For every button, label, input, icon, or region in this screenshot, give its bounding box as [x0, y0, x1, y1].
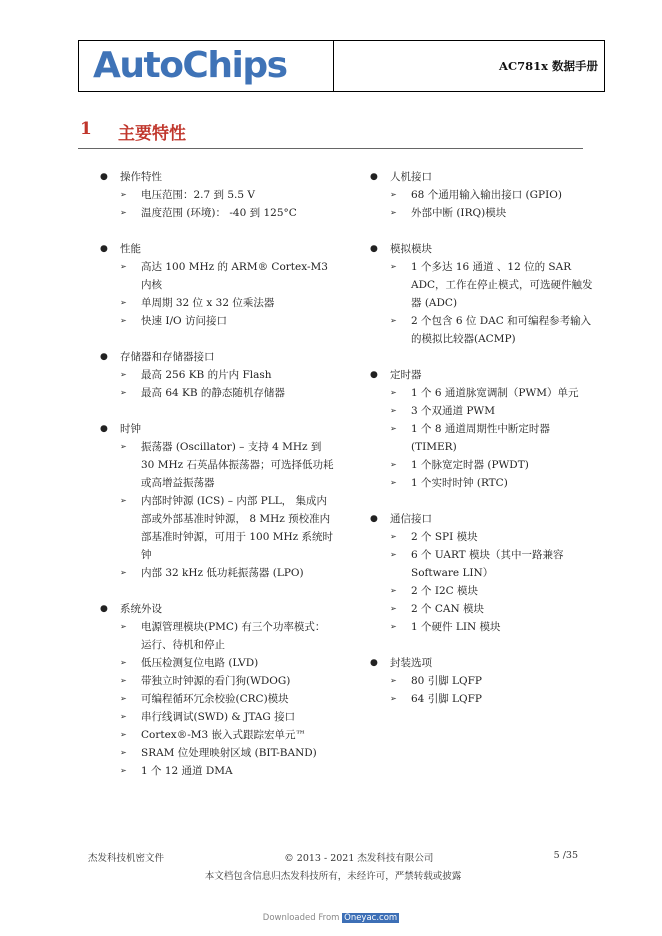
- download-source: [0, 913, 662, 923]
- bullet-icon: ●: [370, 244, 378, 254]
- feature-group-title: 操作特性: [120, 171, 162, 183]
- feature-group: [100, 420, 335, 582]
- feature-item: [100, 690, 335, 708]
- feature-item-text: 1 个脉宽定时器 (PWDT): [411, 459, 529, 471]
- section-divider: [78, 148, 583, 149]
- feature-item: [100, 438, 335, 492]
- arrow-bullet-icon: ➢: [390, 478, 397, 487]
- footer-copyright: © 2013 - 2021 杰发科技有限公司: [284, 853, 434, 864]
- arrow-bullet-icon: ➢: [390, 208, 397, 217]
- feature-item-text: 1 个 12 通道 DMA: [141, 765, 233, 777]
- feature-group: [100, 348, 335, 402]
- feature-item: [100, 294, 335, 312]
- arrow-bullet-icon: ➢: [120, 694, 127, 703]
- feature-item: [370, 618, 595, 636]
- feature-item-text: 内部时钟源 (ICS) – 内部 PLL， 集成内部或外部基准时钟源， 8 MHz 预校准内部基准时钟源，可用于 100 MHz 系统时钟: [141, 495, 333, 561]
- section-number: 1: [80, 119, 92, 139]
- feature-item: [370, 474, 595, 492]
- feature-item: [370, 690, 595, 708]
- page-footer: [88, 850, 578, 882]
- feature-group-title: 人机接口: [390, 171, 432, 183]
- feature-group-heading: [100, 240, 335, 258]
- right-feature-column: [370, 168, 595, 726]
- page-header: [78, 40, 605, 92]
- feature-group: [370, 168, 595, 222]
- footer-notice: 本文档包含信息归杰发科技所有，未经许可，严禁转载或披露: [204, 871, 462, 882]
- arrow-bullet-icon: ➢: [120, 496, 127, 505]
- arrow-bullet-icon: ➢: [120, 568, 127, 577]
- arrow-bullet-icon: ➢: [120, 748, 127, 757]
- feature-item: [370, 420, 595, 456]
- bullet-icon: ●: [100, 604, 108, 614]
- footer-page-number: 5 /35: [553, 850, 578, 861]
- feature-item-text: 2 个 I2C 模块: [411, 585, 479, 597]
- feature-item-text: 带独立时钟源的看门狗(WDOG): [141, 675, 291, 687]
- feature-item: [370, 312, 595, 348]
- feature-item-text: 快速 I/O 访问接口: [141, 315, 227, 327]
- arrow-bullet-icon: ➢: [120, 370, 127, 379]
- arrow-bullet-icon: ➢: [120, 316, 127, 325]
- arrow-bullet-icon: ➢: [120, 190, 127, 199]
- feature-item-text: 2 个 SPI 模块: [411, 531, 478, 543]
- feature-item: [100, 618, 335, 654]
- feature-item-text: 电源管理模块(PMC) 有三个功率模式：运行、待机和停止: [141, 621, 326, 651]
- feature-item-text: 低压检测复位电路 (LVD): [141, 657, 259, 669]
- arrow-bullet-icon: ➢: [390, 694, 397, 703]
- arrow-bullet-icon: ➢: [390, 316, 397, 325]
- bullet-icon: ●: [370, 172, 378, 182]
- feature-item-text: 1 个 6 通道脉宽调制（PWM）单元: [411, 387, 579, 399]
- feature-item: [100, 654, 335, 672]
- feature-item: [370, 402, 595, 420]
- feature-item-text: 80 引脚 LQFP: [411, 675, 482, 687]
- bullet-icon: ●: [100, 352, 108, 362]
- feature-item: [100, 564, 335, 582]
- arrow-bullet-icon: ➢: [120, 658, 127, 667]
- feature-group-heading: [370, 168, 595, 186]
- feature-group-title: 定时器: [390, 369, 422, 381]
- arrow-bullet-icon: ➢: [120, 730, 127, 739]
- feature-group-title: 模拟模块: [390, 243, 432, 255]
- arrow-bullet-icon: ➢: [390, 406, 397, 415]
- arrow-bullet-icon: ➢: [120, 622, 127, 631]
- feature-item: [100, 366, 335, 384]
- arrow-bullet-icon: ➢: [390, 604, 397, 613]
- feature-group: [370, 240, 595, 348]
- feature-item-text: 内部 32 kHz 低功耗振荡器 (LPO): [141, 567, 304, 579]
- arrow-bullet-icon: ➢: [120, 208, 127, 217]
- arrow-bullet-icon: ➢: [120, 712, 127, 721]
- feature-group: [100, 168, 335, 222]
- feature-item-text: 高达 100 MHz 的 ARM® Cortex-M3 内核: [141, 261, 328, 291]
- feature-item-text: 68 个通用输入输出接口 (GPIO): [411, 189, 562, 201]
- feature-group-title: 系统外设: [120, 603, 162, 615]
- feature-item: [370, 204, 595, 222]
- feature-group: [100, 600, 335, 780]
- feature-item-text: 可编程循环冗余校验(CRC)模块: [141, 693, 289, 705]
- feature-item: [100, 726, 335, 744]
- feature-item-text: 温度范围 (环境)： -40 到 125°C: [141, 207, 297, 219]
- feature-group: [370, 510, 595, 636]
- feature-item-text: 最高 256 KB 的片内 Flash: [141, 369, 272, 381]
- doc-title: AC781x 数据手册: [499, 59, 598, 73]
- arrow-bullet-icon: ➢: [390, 676, 397, 685]
- bullet-icon: ●: [370, 658, 378, 668]
- feature-group-heading: [370, 240, 595, 258]
- autochips-logo: AutoChips: [93, 45, 287, 86]
- feature-item-text: 6 个 UART 模块（其中一路兼容 Software LIN）: [411, 549, 564, 579]
- feature-group-title: 性能: [120, 243, 141, 255]
- feature-item: [100, 762, 335, 780]
- feature-group-heading: [100, 168, 335, 186]
- feature-item-text: 1 个实时时钟 (RTC): [411, 477, 508, 489]
- feature-item: [370, 528, 595, 546]
- download-prefix: Downloaded From: [262, 913, 343, 923]
- logo-cell: [79, 41, 334, 91]
- feature-group-heading: [370, 654, 595, 672]
- arrow-bullet-icon: ➢: [390, 424, 397, 433]
- arrow-bullet-icon: ➢: [390, 532, 397, 541]
- arrow-bullet-icon: ➢: [390, 622, 397, 631]
- feature-item: [370, 582, 595, 600]
- feature-item: [100, 672, 335, 690]
- feature-item-text: SRAM 位处理映射区域 (BIT-BAND): [141, 747, 317, 759]
- bullet-icon: ●: [100, 424, 108, 434]
- feature-item: [100, 492, 335, 564]
- feature-item: [370, 258, 595, 312]
- bullet-icon: ●: [100, 172, 108, 182]
- arrow-bullet-icon: ➢: [120, 442, 127, 451]
- feature-item-text: 3 个双通道 PWM: [411, 405, 495, 417]
- arrow-bullet-icon: ➢: [390, 190, 397, 199]
- feature-item: [100, 186, 335, 204]
- feature-item-text: 1 个 8 通道周期性中断定时器 (TIMER): [411, 423, 550, 453]
- feature-item: [100, 744, 335, 762]
- feature-item: [100, 708, 335, 726]
- feature-group: [100, 240, 335, 330]
- arrow-bullet-icon: ➢: [390, 262, 397, 271]
- feature-group-heading: [370, 366, 595, 384]
- bullet-icon: ●: [100, 244, 108, 254]
- download-site-link[interactable]: Oneyac.com: [344, 913, 398, 923]
- feature-item: [370, 384, 595, 402]
- footer-confidential: 杰发科技机密文件: [88, 853, 165, 864]
- feature-item-text: 2 个包含 6 位 DAC 和可编程参考输入的模拟比较器(ACMP): [411, 315, 592, 345]
- arrow-bullet-icon: ➢: [390, 586, 397, 595]
- arrow-bullet-icon: ➢: [120, 676, 127, 685]
- feature-item: [370, 600, 595, 618]
- feature-group: [370, 366, 595, 492]
- feature-item-text: 外部中断 (IRQ)模块: [411, 207, 507, 219]
- feature-item: [100, 384, 335, 402]
- feature-item: [100, 204, 335, 222]
- arrow-bullet-icon: ➢: [390, 550, 397, 559]
- arrow-bullet-icon: ➢: [120, 262, 127, 271]
- feature-group-title: 封装选项: [390, 657, 432, 669]
- section-title: 主要特性: [118, 124, 186, 144]
- feature-group: [370, 654, 595, 708]
- feature-item-text: 串行线调试(SWD) & JTAG 接口: [141, 711, 296, 723]
- feature-item: [370, 672, 595, 690]
- feature-item: [100, 258, 335, 294]
- arrow-bullet-icon: ➢: [120, 298, 127, 307]
- bullet-icon: ●: [370, 370, 378, 380]
- feature-item: [370, 546, 595, 582]
- arrow-bullet-icon: ➢: [390, 460, 397, 469]
- feature-group-title: 时钟: [120, 423, 141, 435]
- bullet-icon: ●: [370, 514, 378, 524]
- feature-group-title: 通信接口: [390, 513, 432, 525]
- feature-item: [370, 186, 595, 204]
- section-heading: [80, 119, 186, 144]
- feature-item-text: 最高 64 KB 的静态随机存储器: [141, 387, 285, 399]
- feature-item-text: 电压范围：2.7 到 5.5 V: [141, 189, 255, 201]
- arrow-bullet-icon: ➢: [390, 388, 397, 397]
- arrow-bullet-icon: ➢: [120, 766, 127, 775]
- arrow-bullet-icon: ➢: [120, 388, 127, 397]
- feature-group-heading: [100, 348, 335, 366]
- feature-item: [370, 456, 595, 474]
- feature-group-heading: [370, 510, 595, 528]
- left-feature-column: [100, 168, 335, 798]
- feature-item-text: 单周期 32 位 x 32 位乘法器: [141, 297, 275, 309]
- feature-group-heading: [100, 600, 335, 618]
- feature-group-title: 存储器和存储器接口: [120, 351, 215, 363]
- feature-group-heading: [100, 420, 335, 438]
- feature-item-text: 2 个 CAN 模块: [411, 603, 484, 615]
- feature-item-text: 1 个多达 16 通道 、12 位的 SAR ADC，工作在停止模式，可选硬件触发器 (ADC): [411, 261, 593, 309]
- feature-item: [100, 312, 335, 330]
- feature-item-text: 64 引脚 LQFP: [411, 693, 482, 705]
- feature-item-text: Cortex®-M3 嵌入式跟踪宏单元™: [141, 729, 307, 741]
- feature-item-text: 1 个硬件 LIN 模块: [411, 621, 501, 633]
- feature-item-text: 振荡器 (Oscillator) – 支持 4 MHz 到 30 MHz 石英晶体振荡器；可选择低功耗或高增益振荡器: [141, 441, 334, 489]
